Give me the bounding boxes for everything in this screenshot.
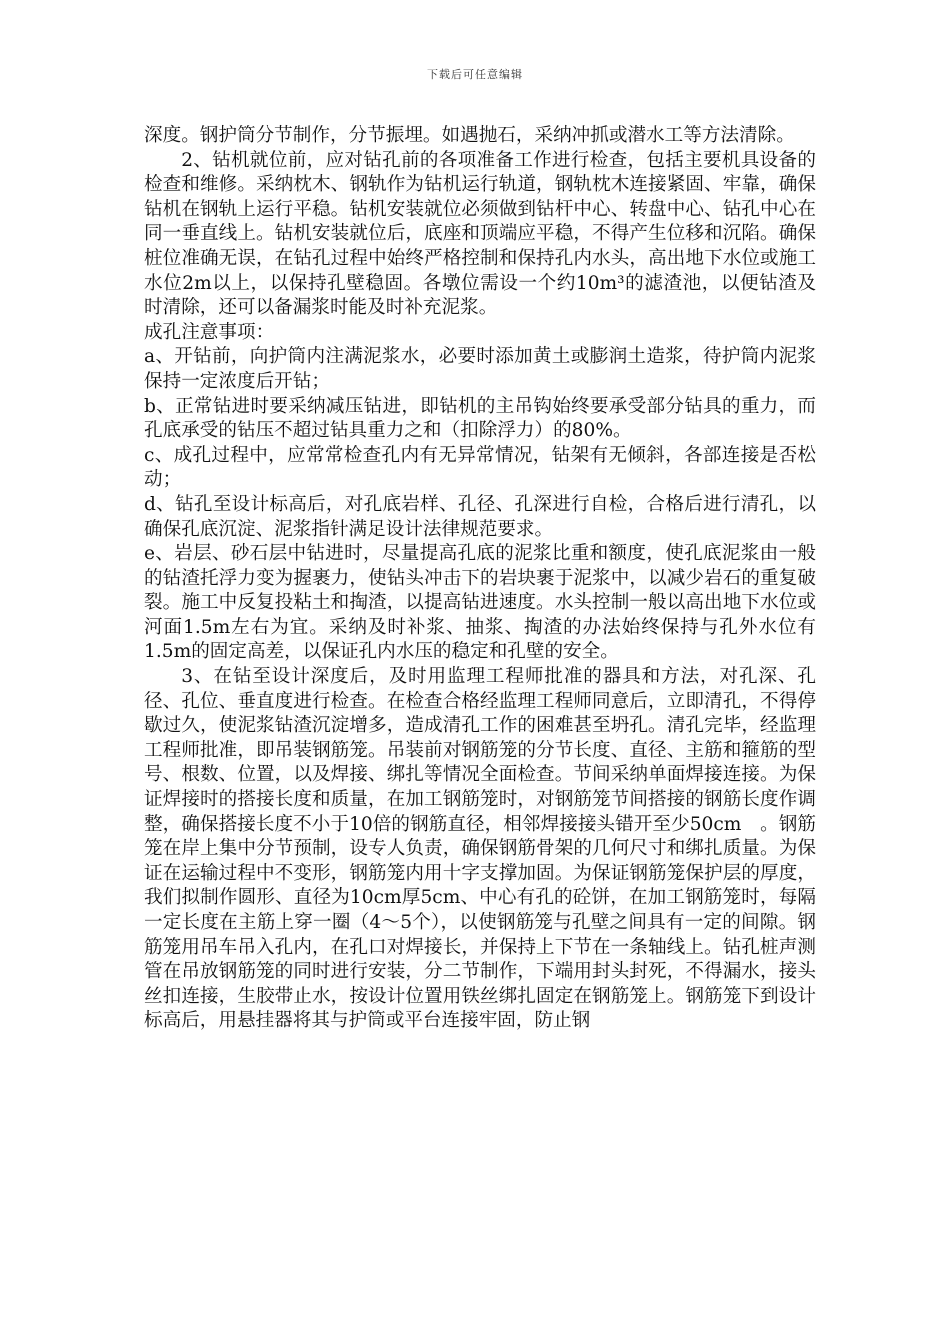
paragraph-4: a、开钻前，向护筒内注满泥浆水，必要时添加黄土或膨润土造浆，待护筒内泥浆保持一定浓度后开钻； <box>144 346 816 392</box>
paragraph-5: b、正常钻进时要采纳减压钻进，即钻机的主吊钩始终要承受部分钻具的重力，而孔底承受的钻压不超过钻具重力之和（扣除浮力）的80%。 <box>144 395 816 442</box>
page-header-note: 下载后可任意编辑 <box>427 68 523 81</box>
paragraph-2: 2、钻机就位前，应对钻孔前的各项准备工作进行检查，包括主要机具设备的检查和维修。采纳枕木、钢轨作为钻机运行轨道，钢轨枕木连接紧固、牢靠，确保钻机在钢轨上运行平稳。钻机安装就位必须做到钻杆中心、转盘中心、钻孔中心在同一垂直线上。钻机安装就位后，底座和顶端应平稳，不得产生位移和沉陷。确保桩位准确无误，在钻孔过程中始终严格控制和保持孔内水头，高出地下水位或施工水位2m以上，以保持孔壁稳固。各墩位需设一个约10m³的滤渣池，以便钻渣及时清除，还可以备漏浆时能及时补充泥浆。 <box>144 149 816 319</box>
paragraph-1: 深度。钢护筒分节制作，分节振埋。如遇抛石，采纳冲抓或潜水工等方法清除。 <box>144 125 795 146</box>
document-body <box>144 124 816 1034</box>
paragraph-9: 3、在钻至设计深度后，及时用监理工程师批准的器具和方法，对孔深、孔径、孔位、垂直度进行检查。在检查合格经监理工程师同意后，立即清孔，不得停歇过久，使泥浆钻渣沉淀增多，造成清孔工作的困难甚至坍孔。清孔完毕，经监理工程师批准，即吊装钢筋笼。吊装前对钢筋笼的分节长度、直径、主筋和箍筋的型号、根数、位置，以及焊接、绑扎等情况全面检查。节间采纳单面焊接连接。为保证焊接时的搭接长度和质量，在加工钢筋笼时，对钢筋笼节间搭接的钢筋长度作调整，确保搭接长度不小于10倍的钢筋直径，相邻焊接接头错开至少50cm 。钢筋笼在岸上集中分节预制，设专人负责，确保钢筋骨架的几何尺寸和绑扎质量。为保证在运输过程中不变形，钢筋笼内用十字支撑加固。为保证钢筋笼保护层的厚度，我们拟制作圆形、直径为10cm厚5cm、中心有孔的砼饼，在加工钢筋笼时，每隔一定长度在主筋上穿一圈（4～5个），以使钢筋笼与孔壁之间具有一定的间隙。钢筋笼用吊车吊入孔内，在孔口对焊接长，并保持上下节在一条轴线上。钻孔桩声测管在吊放钢筋笼的同时进行安装，分二节制作，下端用封头封死，不得漏水，接头丝扣连接，生胶带止水，按设计位置用铁丝绑扎固定在钢筋笼上。钢筋笼下到设计标高后，用悬挂器将其与护筒或平台连接牢固，防止钢 <box>144 666 816 1032</box>
paragraph-8: e、岩层、砂石层中钻进时，尽量提高孔底的泥浆比重和额度，使孔底泥浆由一般的钻渣托浮力变为握裹力，使钻头冲击下的岩块裹于泥浆中，以减少岩石的重复破裂。施工中反复投粘土和掏渣，以提高钻进速度。水头控制一般以高出地下水位或河面1.5m左右为宜。采纳及时补浆、抽浆、掏渣的办法始终保持与孔外水位有1.5m的固定高差，以保证孔内水压的稳定和孔壁的安全。 <box>144 543 816 663</box>
paragraph-3: 成孔注意事项： <box>144 321 275 343</box>
paragraph-6: c、成孔过程中，应常常检查孔内有无异常情况，钻架有无倾斜，各部连接是否松动； <box>144 444 816 491</box>
paragraph-7: d、钻孔至设计标高后，对孔底岩样、孔径、孔深进行自检，合格后进行清孔，以确保孔底沉淀、泥浆指针满足设计法律规范要求。 <box>144 493 816 540</box>
